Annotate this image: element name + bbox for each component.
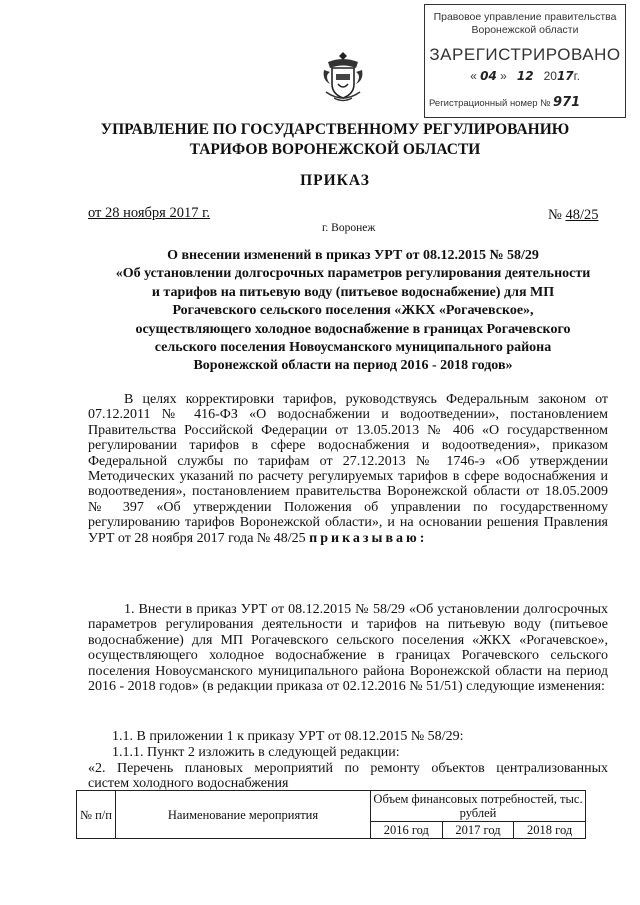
- table-header-name: Наименование мероприятия: [116, 791, 371, 839]
- item-1-1: 1.1. В приложении 1 к приказу УРТ от 08.12.2015 № 58/29:: [112, 729, 464, 744]
- coat-of-arms-icon: [320, 48, 366, 104]
- stamp-line2: Воронежской области: [471, 24, 579, 36]
- plan-table: [76, 790, 586, 839]
- stamp-registered: ЗАРЕГИСТРИРОВАНО: [429, 45, 621, 64]
- preamble-paragraph: [88, 392, 608, 546]
- document-number-value: 48/25: [565, 207, 599, 223]
- stamp-date-year: 17: [556, 69, 574, 83]
- table-header-number: № п/п: [77, 791, 116, 839]
- title-line: Рогачевского сельского поселения «ЖКХ «Рогачевское»,: [172, 303, 534, 319]
- preamble-text: В целях корректировки тарифов, руководствуясь Федеральным законом от 07.12.2011 № 416-ФЗ «О водоснабжении и водоотведении», постановлением Правительства Российской Федерации от 13.05.2013 № 406 «О государственном регулировании тарифов в сфере водоснабжения и водоотведения», приказом Федеральной службы по тарифам от 27.12.2013 № 1746-э «Об утверждении Методических указаний по расчету регулируемых тарифов в сфере водоснабжения и водоотведения», постановлением правительства Воронежской области от 18.05.2009 № 397 «Об утверждении Положения об управлении по государственному регулированию тарифов Воронежской области», и на основании решения Правления УРТ от 28 ноября 2017 года № 48/25: [88, 392, 608, 546]
- stamp-date-open-quote: «: [470, 69, 477, 83]
- item-1-paragraph: 1. Внести в приказ УРТ от 08.12.2015 № 58/29 «Об установлении долгосрочных параметров регулирования деятельности и тарифов на питьевую воду (питьевое водоснабжение) для МП Рогачевского сельского поселения «ЖКХ «Рогачевское», осуществляющего холодное водоснабжение в границах Рогачевского сельского поселения Новоусманского муниципального района Воронежской области на период 2016 - 2018 годов» (в редакции приказа от 02.12.2016 № 51/51) следующие изменения:: [88, 602, 608, 695]
- stamp-date-year-prefix: 20: [543, 69, 557, 83]
- document-date: от 28 ноября 2017 г.: [88, 205, 211, 221]
- organization-line2: ТАРИФОВ ВОРОНЕЖСКОЙ ОБЛАСТИ: [189, 141, 481, 158]
- item-quote-line2: систем холодного водоснабжения: [88, 776, 289, 791]
- stamp-date-day: 04: [480, 69, 497, 83]
- stamp-date: [425, 69, 625, 87]
- stamp-date-close-quote: »: [500, 69, 507, 83]
- stamp-reg-label: Регистрационный номер №: [429, 98, 551, 109]
- stamp-date-month: 12: [516, 69, 534, 83]
- document-number: [548, 207, 599, 224]
- title-line: сельского поселения Новоусманского муниципального района: [154, 340, 552, 356]
- table-header-year: 2017 год: [442, 822, 514, 839]
- organization-header: [40, 120, 630, 160]
- item-1-1-1: 1.1.1. Пункт 2 изложить в следующей редакции:: [112, 745, 400, 760]
- stamp-line1: Правовое управление правительства: [433, 11, 617, 23]
- table-header-year: 2016 год: [371, 822, 443, 839]
- stamp-reg-number-row: [425, 95, 625, 110]
- table-header-year: 2018 год: [514, 822, 586, 839]
- table-header-volume: Объем финансовых потребностей, тыс. рублей: [371, 791, 586, 822]
- document-type: ПРИКАЗ: [300, 172, 370, 189]
- document-number-prefix: №: [548, 207, 566, 223]
- stamp-reg-number: 971: [553, 95, 581, 110]
- organization-line1: УПРАВЛЕНИЕ ПО ГОСУДАРСТВЕННОМУ РЕГУЛИРОВАНИЮ: [100, 121, 570, 138]
- registration-stamp: [424, 4, 626, 118]
- document-city: г. Воронеж: [322, 222, 376, 234]
- title-line: и тарифов на питьевую воду (питьевое водоснабжение) для МП: [151, 284, 555, 300]
- command-word: приказываю:: [309, 530, 428, 546]
- title-line: осуществляющего холодное водоснабжение в границах Рогачевского: [135, 321, 571, 337]
- stamp-date-year-suffix: г.: [573, 69, 580, 83]
- document-title: [88, 247, 618, 376]
- title-line: «Об установлении долгосрочных параметров регулирования деятельности: [115, 266, 591, 282]
- title-line: О внесении изменений в приказ УРТ от 08.12.2015 № 58/29: [167, 248, 539, 263]
- title-line: Воронежской области на период 2016 - 2018 годов»: [193, 358, 513, 374]
- item-quote-line1: «2. Перечень плановых мероприятий по ремонту объектов централизованных: [88, 761, 608, 776]
